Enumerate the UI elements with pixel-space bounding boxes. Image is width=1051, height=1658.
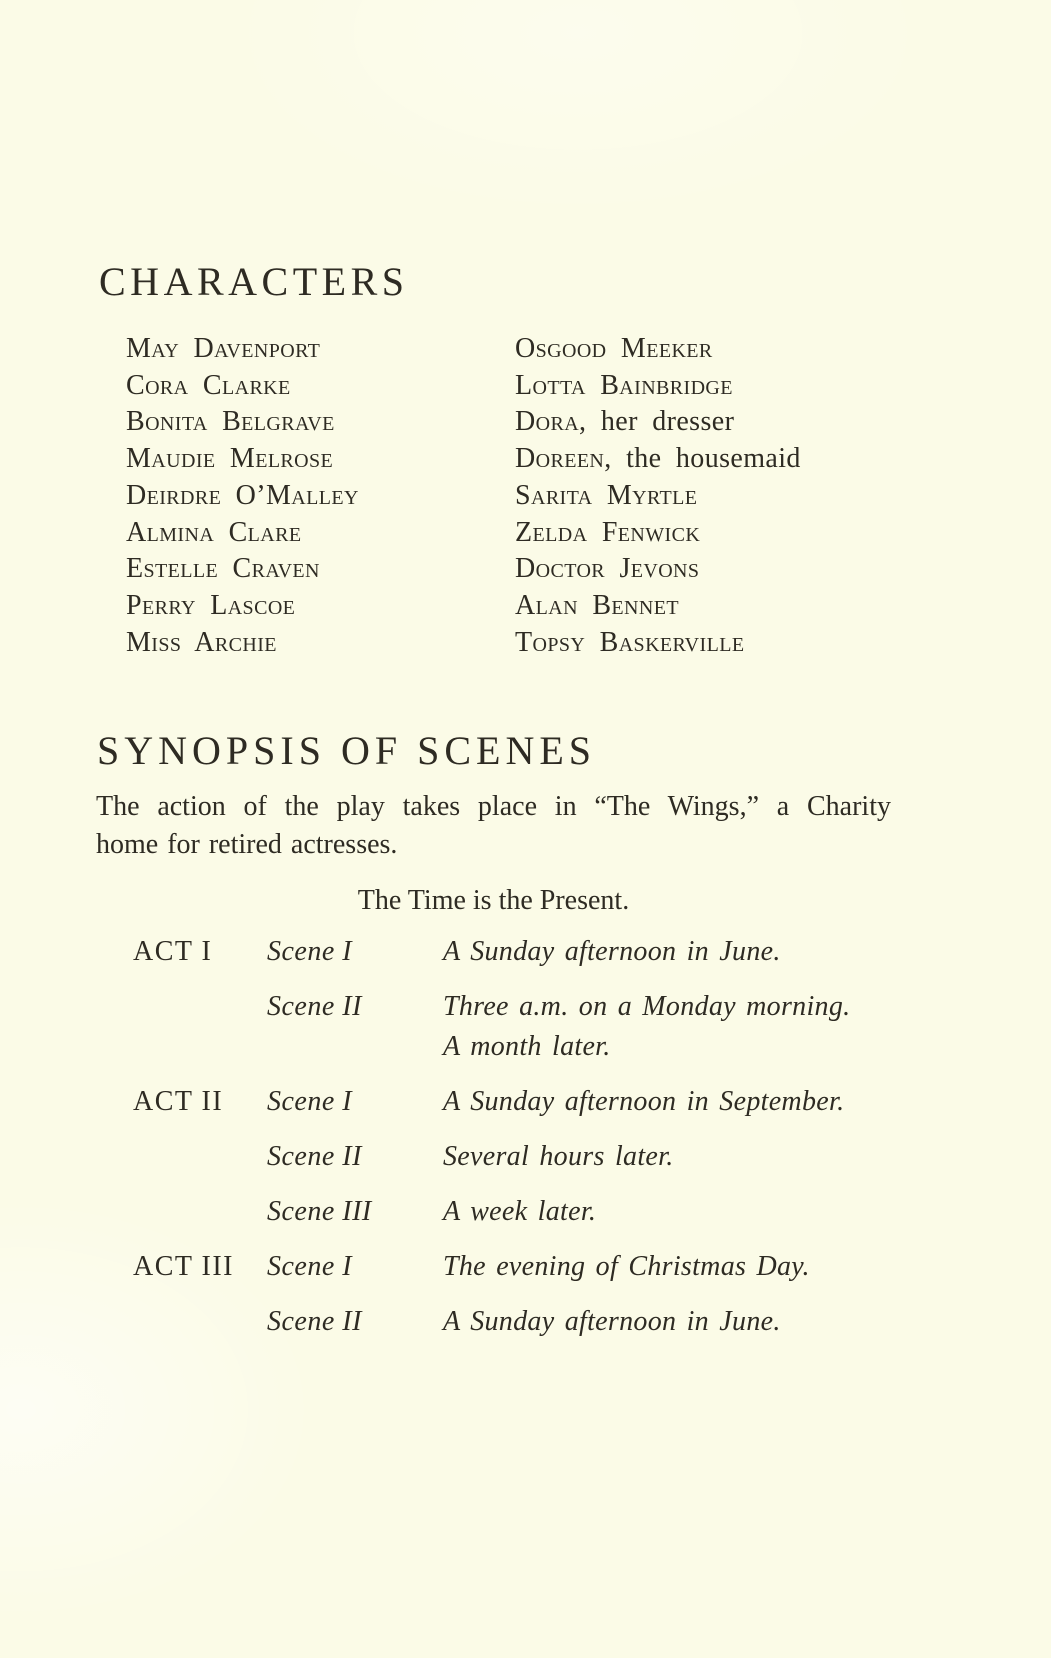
character-name: [515, 368, 935, 405]
character-name: [515, 588, 935, 625]
scene-description: [443, 932, 923, 972]
character-name-smallcaps: Alan Bennet: [515, 589, 679, 621]
character-name-smallcaps: Doreen,: [515, 443, 612, 475]
character-name-smallcaps: Perry Lascoe: [126, 589, 296, 621]
scene-description: [443, 1137, 923, 1177]
character-name: [515, 478, 935, 515]
character-name-smallcaps: Topsy Baskerville: [515, 626, 745, 658]
scene-label: Scene III: [267, 1196, 372, 1227]
character-name: [515, 331, 935, 368]
character-name-smallcaps: Maudie Melrose: [126, 443, 334, 475]
scene-row: [133, 932, 923, 972]
character-name: [515, 404, 935, 441]
character-name-smallcaps: Cora Clarke: [126, 369, 291, 401]
scene-row: [133, 1082, 923, 1122]
scene-row: [133, 1247, 923, 1287]
character-name-smallcaps: Lotta Bainbridge: [515, 369, 733, 401]
character-name-smallcaps: Miss Archie: [126, 626, 277, 658]
scene-description-line: A Sunday afternoon in June.: [443, 1306, 781, 1337]
time-note: The Time is the Present.: [357, 885, 630, 916]
character-name-smallcaps: Osgood Meeker: [515, 333, 713, 364]
character-column-right: [515, 331, 935, 661]
act-label: ACT II: [133, 1086, 224, 1117]
scene-description: [443, 1247, 923, 1287]
synopsis-heading: SYNOPSIS OF SCENES: [97, 728, 597, 773]
character-name: [126, 625, 486, 662]
scene-description-line: Several hours later.: [443, 1141, 674, 1172]
scene-row: [133, 1137, 923, 1177]
characters-heading: CHARACTERS: [99, 259, 409, 304]
scene-description-line: A week later.: [443, 1196, 597, 1227]
scene-label: Scene I: [267, 936, 353, 967]
scene-label: Scene II: [267, 1141, 362, 1172]
scene-description-line: The evening of Christmas Day.: [443, 1251, 810, 1282]
character-name-smallcaps: Sarita Myrtle: [515, 479, 698, 511]
scene-description-line: A month later.: [443, 1031, 611, 1062]
character-name: [126, 441, 486, 478]
character-name-smallcaps: Doctor Jevons: [515, 553, 700, 585]
scene-description-line: A Sunday afternoon in June.: [443, 936, 781, 967]
scene-row: [133, 1302, 923, 1342]
character-name: [126, 478, 486, 515]
act-label: ACT I: [133, 936, 213, 967]
scene-label: Scene I: [267, 1086, 353, 1117]
scene-label: Scene I: [267, 1251, 353, 1282]
character-name: [515, 515, 935, 552]
scene-description-line: A Sunday afternoon in September.: [443, 1086, 845, 1117]
character-name-note: her dresser: [586, 406, 735, 438]
character-name: [515, 441, 935, 478]
scene-description-line: Three a.m. on a Monday morning.: [443, 991, 851, 1022]
scene-row: [133, 1192, 923, 1232]
character-name: [126, 515, 486, 552]
scene-description: [443, 987, 923, 1067]
character-name-smallcaps: Zelda Fenwick: [515, 516, 701, 548]
scene-description: [443, 1082, 923, 1122]
scene-label: Scene II: [267, 1306, 362, 1337]
character-name: [126, 404, 486, 441]
character-name: [515, 551, 935, 588]
scene-label: Scene II: [267, 991, 362, 1022]
scene-description: [443, 1192, 923, 1232]
synopsis-intro-line1: The action of the play takes place in “The Wings,” a Charity: [96, 791, 891, 822]
synopsis-intro-line2: home for retired actresses.: [96, 829, 398, 860]
scene-description: [443, 1302, 923, 1342]
character-name: [126, 331, 486, 368]
character-name-smallcaps: Almina Clare: [126, 516, 302, 548]
character-name: [126, 588, 486, 625]
synopsis-intro: [96, 788, 891, 864]
act-label: ACT III: [133, 1251, 234, 1282]
character-name: [126, 368, 486, 405]
character-name-smallcaps: Dora,: [515, 406, 587, 438]
character-name-note: the housemaid: [611, 443, 801, 475]
character-column-left: [126, 331, 486, 661]
character-name-smallcaps: Estelle Craven: [126, 553, 320, 585]
scene-table: [133, 932, 923, 1357]
character-name: [515, 625, 935, 662]
character-name-smallcaps: Deirdre O’Malley: [126, 479, 359, 511]
character-name-smallcaps: Bonita Belgrave: [126, 406, 335, 438]
scene-row: [133, 987, 923, 1067]
character-name: [126, 551, 486, 588]
character-name-smallcaps: May Davenport: [126, 333, 321, 364]
